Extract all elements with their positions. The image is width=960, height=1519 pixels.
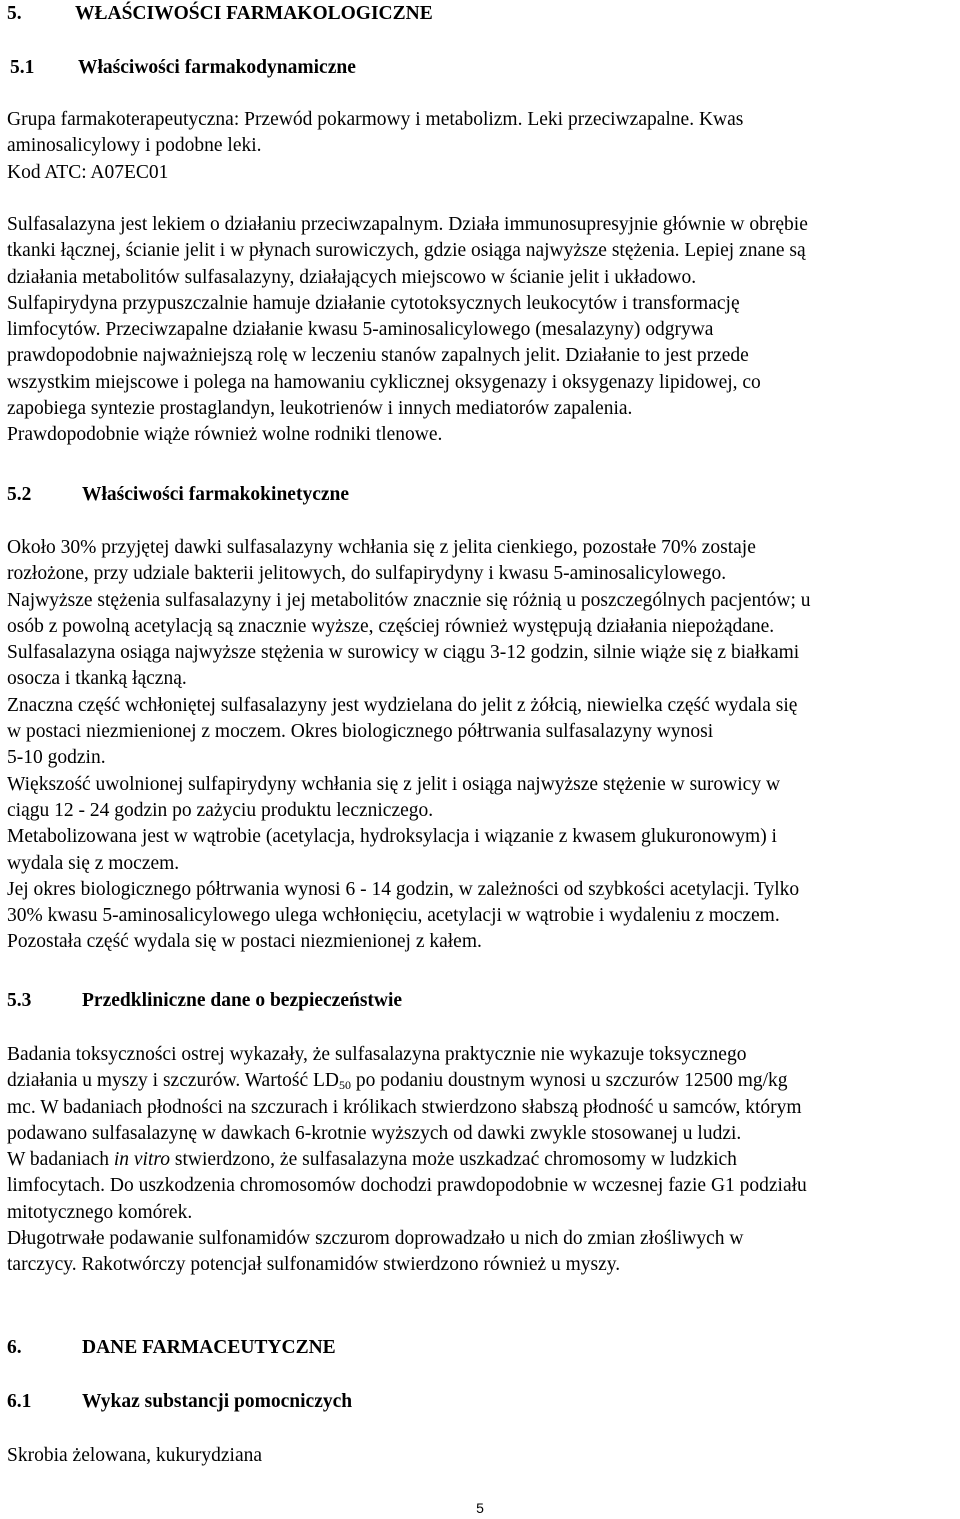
subsection-heading: [7, 988, 402, 1014]
text-line: wszystkim miejscowe i polega na hamowaniu cyklicznej oksygenazy i oksygenazy lipidowej, co: [7, 371, 761, 393]
text-line: wydala się z moczem.: [7, 852, 180, 874]
text-line: 5-10 godzin.: [7, 747, 106, 769]
classification-block: [7, 107, 743, 186]
text-line: [7, 1068, 807, 1094]
text-line: Pozostała część wydala się w postaci niezmienionej z kałem.: [7, 931, 482, 953]
text-line: Sulfapirydyna przypuszczalnie hamuje działanie cytotoksycznych leukocytów i transformację: [7, 292, 740, 314]
subsection-heading: [10, 55, 356, 81]
text-line: tkanki łącznej, ścianie jelit i w płynach surowiczych, gdzie osiąga najwyższe stężenia. Lepiej znane są: [7, 240, 806, 262]
text-line: Badania toksyczności ostrej wykazały, że sulfasalazyna praktycznie nie wykazuje toksycznego: [7, 1044, 747, 1065]
subsection-number: 6.1: [7, 1391, 32, 1412]
text-span: stwierdzono, że sulfasalazyna może uszkadzać chromosomy w ludzkich: [170, 1149, 737, 1171]
text-line: Najwyższe stężenia sulfasalazyny i jej metabolitów znacznie się różnią u poszczególnych pacjentów; u: [7, 589, 811, 611]
subsection-title: Przedkliniczne dane o bezpieczeństwie: [82, 990, 403, 1011]
subsection-title: Właściwości farmakokinetyczne: [82, 484, 350, 505]
subsection-number: 5.1: [10, 57, 35, 78]
subsection-title: Właściwości farmakodynamiczne: [78, 57, 356, 78]
text-line: Większość uwolnionej sulfapirydyny wchłania się z jelit i osiąga najwyższe stężenie w surowicy w: [7, 773, 781, 795]
subscript: 50: [339, 1078, 351, 1093]
section-title: WŁAŚCIWOŚCI FARMAKOLOGICZNE: [75, 3, 433, 24]
subsection-title: Wykaz substancji pomocniczych: [82, 1391, 353, 1412]
text-line: aminosalicylowy i podobne leki.: [7, 135, 262, 157]
page-number: 5: [476, 1500, 484, 1516]
section-number: 6.: [7, 1337, 22, 1358]
section-number: 5.: [7, 3, 22, 24]
subsection-number: 5.3: [7, 990, 32, 1011]
text-line: Długotrwałe podawanie sulfonamidów szczurom doprowadzało u nich do zmian złośliwych w: [7, 1228, 744, 1250]
text-line: 30% kwasu 5-aminosalicylowego ulega wchłonięciu, acetylacji w wątrobie i wydaleniu z moczem.: [7, 905, 780, 927]
text-line: zapobiega syntezie prostaglandyn, leukotrienów i innych mediatorów zapalenia.: [7, 398, 633, 420]
text-line: Znaczna część wchłoniętej sulfasalazyny jest wydzielana do jelit z żółcią, niewielka część wydala się: [7, 694, 798, 716]
text-line: Jej okres biologicznego półtrwania wynosi 6 - 14 godzin, w zależności od szybkości acetylacji. Tylko: [7, 878, 800, 900]
text-line: rozłożone, przy udziale bakterii jelitowych, do sulfapirydyny i kwasu 5-aminosalicylowego.: [7, 563, 727, 585]
text-line: w postaci niezmienionej z moczem. Okres biologicznego półtrwania sulfasalazyny wynosi: [7, 721, 714, 743]
text-line: podawano sulfasalazynę w dawkach 6-krotnie wyższych od dawki zwykle stosowanej u ludzi.: [7, 1122, 742, 1144]
text-line: Sulfasalazyna jest lekiem o działaniu przeciwzapalnym. Działa immunosupresyjnie głównie w obrębie: [7, 214, 808, 235]
excipients-text: Skrobia żelowana, kukurydziana: [7, 1445, 263, 1466]
text-line: [7, 1147, 807, 1173]
subsection-heading: [7, 482, 349, 508]
section-title: DANE FARMACEUTYCZNE: [82, 1337, 336, 1358]
text-line: tarczycy. Rakotwórczy potencjał sulfonamidów stwierdzono również u myszy.: [7, 1254, 621, 1276]
subsection-number: 5.2: [7, 484, 32, 505]
text-line: mitotycznego komórek.: [7, 1201, 193, 1223]
text-line: osocza i tkanką łączną.: [7, 668, 187, 690]
text-line: ciągu 12 - 24 godzin po zażyciu produktu leczniczego.: [7, 799, 434, 821]
text-line: mc. W badaniach płodności na szczurach i królikach stwierdzono słabszą płodność u samców, którym: [7, 1096, 802, 1118]
section-heading: [7, 1, 433, 27]
text-line: działania metabolitów sulfasalazyny, działających miejscowo w ścianie jelit i układowo.: [7, 266, 697, 288]
section-heading: [7, 1335, 336, 1361]
text-line: Około 30% przyjętej dawki sulfasalazyny wchłania się z jelita cienkiego, pozostałe 70% zostaje: [7, 537, 756, 558]
pharmacokinetics-paragraph: [7, 535, 811, 956]
text-span: działania u myszy i szczurów. Wartość LD: [7, 1070, 339, 1092]
pharmacodynamics-paragraph: [7, 212, 808, 449]
text-line: Sulfasalazyna osiąga najwyższe stężenia w surowicy w ciągu 3-12 godzin, silnie wiąże się z białkami: [7, 642, 800, 664]
text-line: prawdopodobnie najważniejszą rolę w leczeniu stanów zapalnych jelit. Działanie to jest przede: [7, 345, 749, 367]
subsection-heading: [7, 1389, 352, 1415]
text-line: Grupa farmakoterapeutyczna: Przewód pokarmowy i metabolizm. Leki przeciwzapalne. Kwas: [7, 109, 744, 130]
text-line: osób z powolną acetylacją są znacznie wyższe, częściej również występują działania niepożądane.: [7, 615, 775, 637]
text-span: W badaniach: [7, 1149, 114, 1171]
preclinical-paragraph: [7, 1042, 807, 1279]
text-line: Prawdopodobnie wiąże również wolne rodniki tlenowe.: [7, 424, 443, 446]
text-span: po podaniu doustnym wynosi u szczurów 12500 mg/kg: [351, 1070, 788, 1092]
italic-term: in vitro: [113, 1149, 170, 1171]
text-line: Metabolizowana jest w wątrobie (acetylacja, hydroksylacja i wiązanie z kwasem glukuronowym) i: [7, 826, 777, 848]
text-line: limfocytów. Przeciwzapalne działanie kwasu 5-aminosalicylowego (mesalazyny) odgrywa: [7, 319, 714, 341]
text-line: Kod ATC: A07EC01: [7, 161, 169, 183]
text-line: limfocytach. Do uszkodzenia chromosomów dochodzi prawdopodobnie w wczesnej fazie G1 podziału: [7, 1175, 807, 1197]
